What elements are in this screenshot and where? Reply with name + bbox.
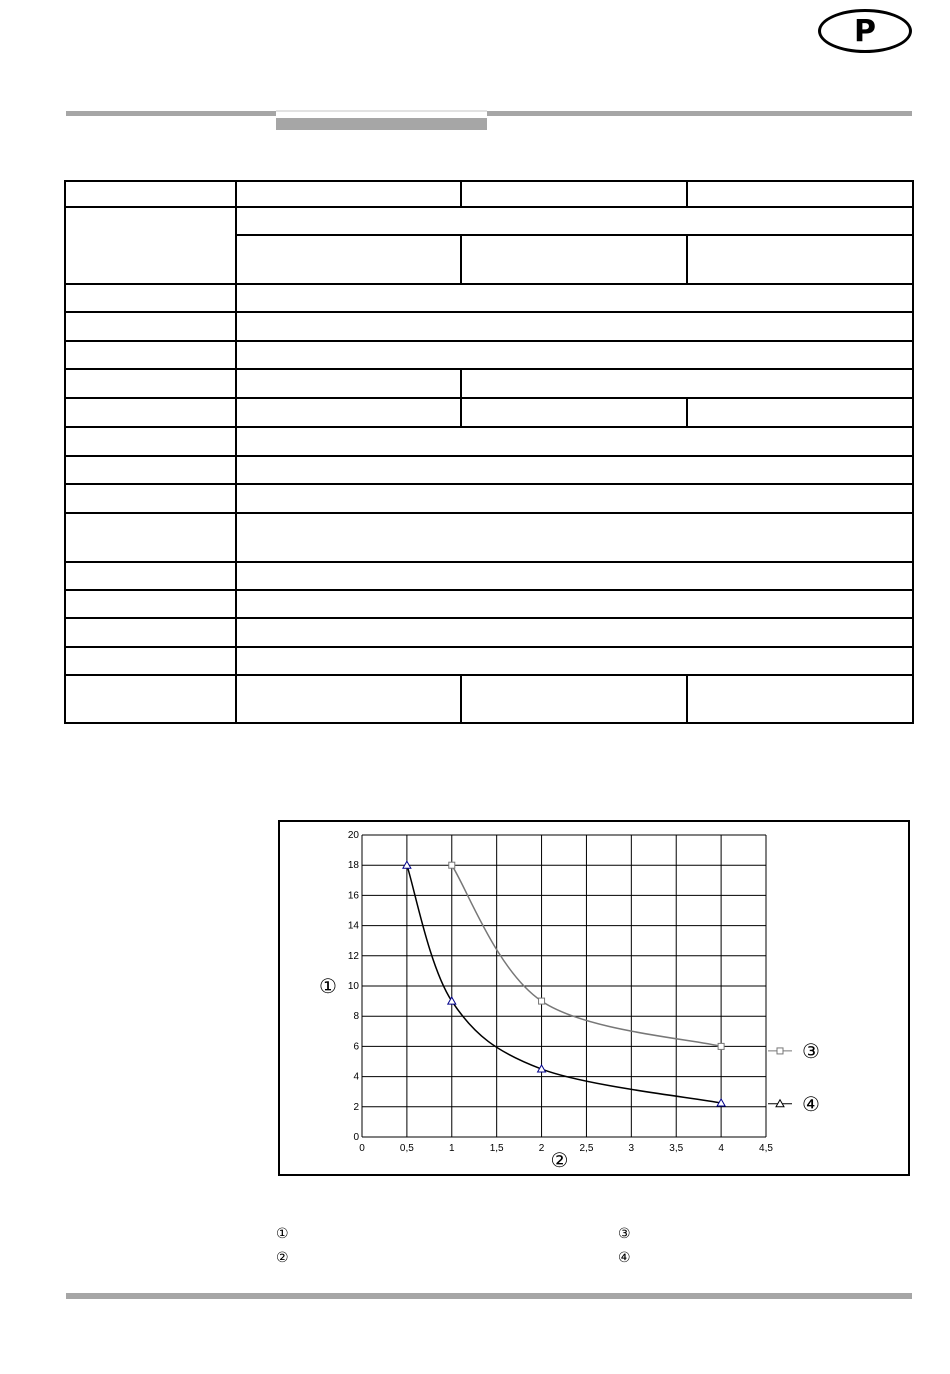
y-tick-label: 12 <box>347 950 359 962</box>
table-cell <box>236 398 461 427</box>
table-cell <box>236 562 913 590</box>
table-cell <box>65 427 236 456</box>
header-rule-highlight <box>276 110 487 112</box>
table-cell <box>65 513 236 562</box>
y-tick-label: 18 <box>347 860 359 872</box>
data-point-square <box>718 1043 724 1049</box>
table-cell <box>461 235 687 284</box>
table-row <box>65 484 913 513</box>
table-cell <box>236 513 913 562</box>
x-tick-label: 2,5 <box>579 1143 594 1154</box>
table-cell <box>65 398 236 427</box>
x-axis-callout: ② <box>550 1148 569 1172</box>
table-cell <box>461 181 687 207</box>
table-cell <box>65 341 236 369</box>
table-cell <box>236 181 461 207</box>
table-row <box>65 456 913 484</box>
y-tick-label: 16 <box>347 890 359 902</box>
table-row <box>65 207 913 235</box>
table-cell <box>65 207 236 284</box>
data-point-triangle <box>448 997 456 1004</box>
table-cell <box>65 284 236 312</box>
table-cell <box>65 181 236 207</box>
table-row <box>65 513 913 562</box>
y-tick-label: 6 <box>353 1041 359 1053</box>
table-cell <box>236 207 913 235</box>
x-tick-label: 1 <box>448 1143 455 1154</box>
table-cell <box>236 427 913 456</box>
table-cell <box>236 369 461 398</box>
x-tick-label: 0,5 <box>399 1143 414 1154</box>
table-row <box>65 618 913 647</box>
y-tick-label: 10 <box>347 981 359 992</box>
y-tick-label: 2 <box>353 1101 359 1113</box>
table-row <box>65 341 913 369</box>
legend-item-1: ① <box>276 1226 289 1242</box>
header-rule-right <box>487 111 912 116</box>
x-tick-label: 3,5 <box>669 1143 684 1154</box>
table-cell <box>687 675 913 723</box>
y-tick-label: 4 <box>353 1071 359 1083</box>
table-row <box>65 675 913 723</box>
series-callout-label: ③ <box>802 1038 820 1063</box>
legend-marker-square <box>777 1048 783 1054</box>
data-point-square <box>449 862 455 868</box>
table-row <box>65 369 913 398</box>
table-cell <box>236 312 913 341</box>
table-row <box>65 590 913 618</box>
table-cell <box>236 618 913 647</box>
table-cell <box>65 618 236 647</box>
table-cell <box>687 181 913 207</box>
table-row <box>65 398 913 427</box>
table-cell <box>461 369 913 398</box>
chart-frame <box>278 820 910 1176</box>
table-cell <box>236 647 913 675</box>
x-tick-label: 4 <box>718 1143 724 1154</box>
table-row <box>65 647 913 675</box>
language-logo <box>818 9 912 53</box>
table-row <box>65 427 913 456</box>
header-rule-left <box>66 111 276 116</box>
table-row <box>65 181 913 207</box>
table-cell <box>65 562 236 590</box>
data-point-square <box>539 998 545 1004</box>
table-cell <box>65 369 236 398</box>
legend-item-4: ④ <box>618 1250 631 1266</box>
x-tick-label: 1,5 <box>489 1143 504 1154</box>
y-tick-label: 20 <box>347 830 359 841</box>
table-cell <box>236 235 461 284</box>
table-cell <box>65 484 236 513</box>
table-cell <box>236 284 913 312</box>
table-cell <box>687 235 913 284</box>
table-cell <box>236 484 913 513</box>
table-cell <box>236 590 913 618</box>
y-tick-label: 14 <box>347 920 359 932</box>
table-cell <box>65 312 236 341</box>
x-tick-label: 4,5 <box>759 1143 773 1154</box>
series-line <box>407 865 721 1103</box>
logo-letter: P <box>854 13 876 49</box>
legend-item-3: ③ <box>618 1226 631 1242</box>
y-tick-label: 0 <box>353 1132 359 1143</box>
x-tick-label: 3 <box>628 1143 635 1154</box>
table-cell <box>461 675 687 723</box>
y-tick-label: 8 <box>353 1011 359 1023</box>
table-cell <box>65 675 236 723</box>
table-cell <box>236 456 913 484</box>
table-cell <box>65 647 236 675</box>
table-cell <box>65 456 236 484</box>
specification-table <box>64 180 914 724</box>
table-cell <box>236 675 461 723</box>
table-row <box>65 562 913 590</box>
flow-chart <box>280 822 910 1176</box>
series-callout-label: ④ <box>802 1091 820 1116</box>
table-cell <box>236 341 913 369</box>
y-axis-callout: ① <box>319 974 337 998</box>
table-row <box>65 312 913 341</box>
x-tick-label: 2 <box>538 1143 545 1154</box>
header-tab-bar <box>276 118 487 130</box>
x-tick-label: 0 <box>359 1143 365 1154</box>
legend-item-2: ② <box>276 1250 289 1266</box>
table-cell <box>687 398 913 427</box>
table-cell <box>461 398 687 427</box>
table-cell <box>65 590 236 618</box>
table-row <box>65 284 913 312</box>
footer-rule <box>66 1293 912 1299</box>
